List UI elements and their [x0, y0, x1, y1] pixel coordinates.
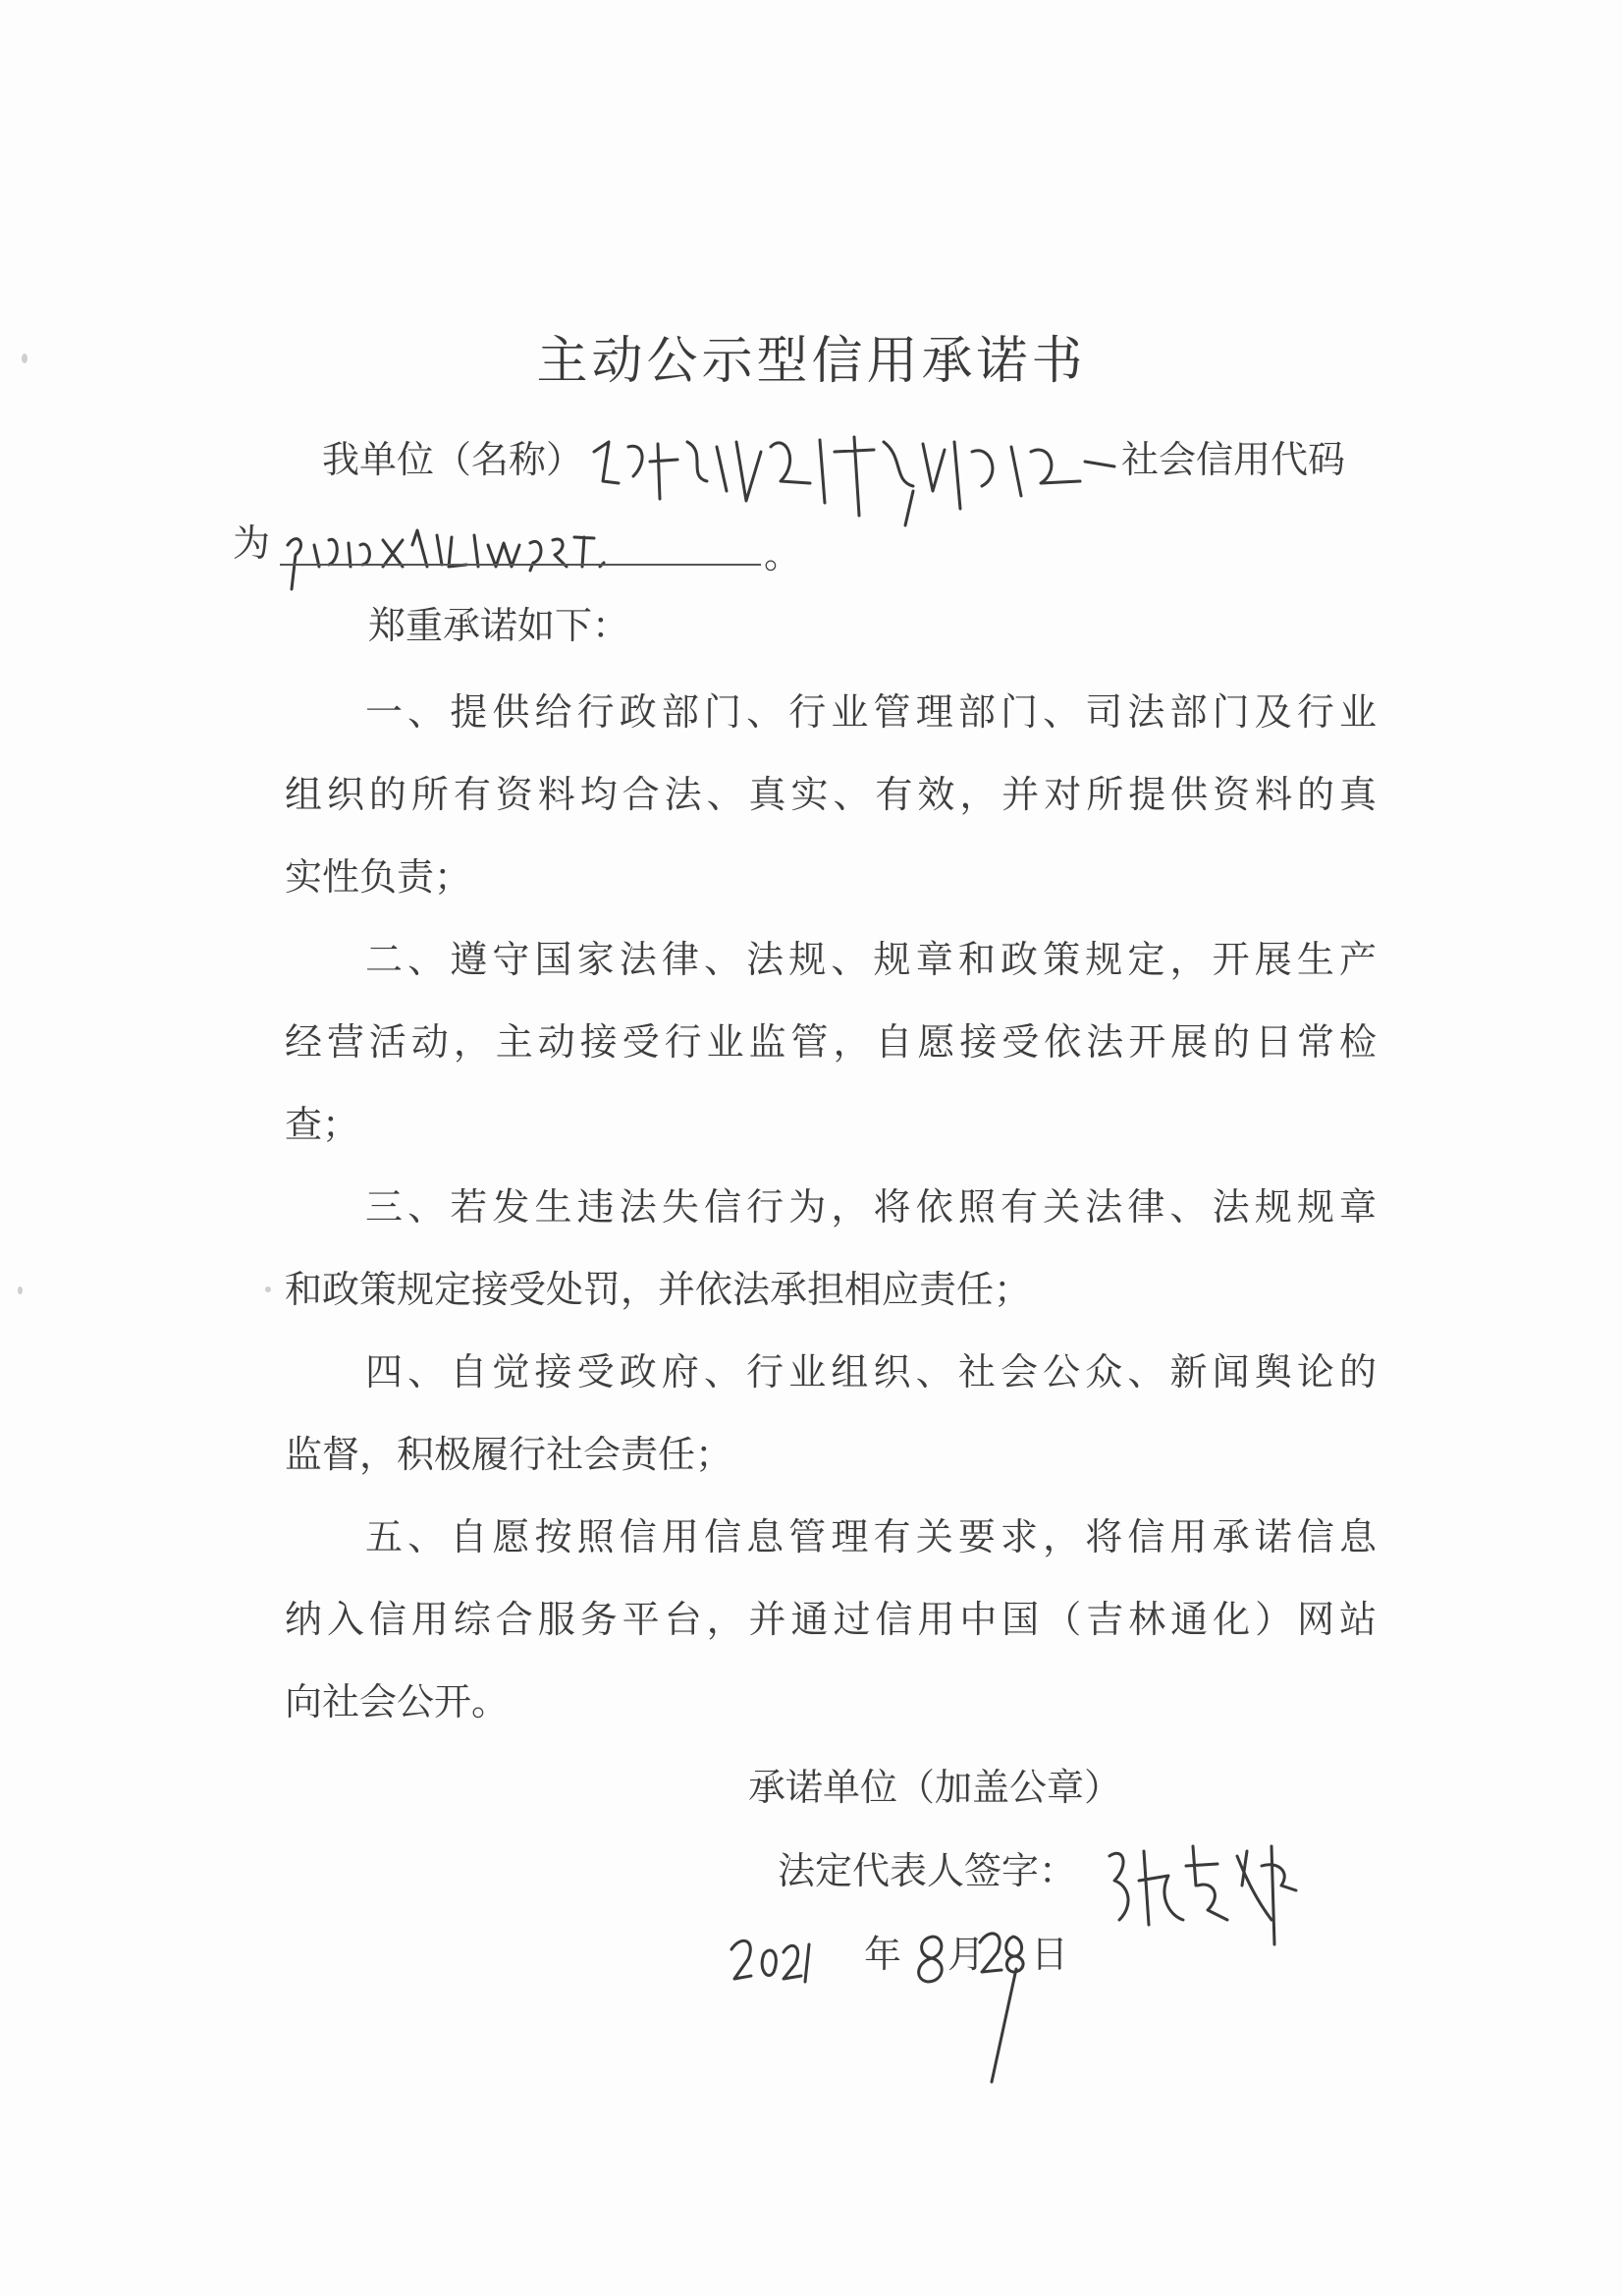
clause-3-line-2: 和政策规定接受处罚，并依法承担相应责任； — [285, 1268, 1032, 1311]
handwritten-unit-name — [589, 422, 1119, 530]
handwritten-year — [727, 1925, 815, 1994]
clause-5-line-3: 向社会公开。 — [285, 1680, 510, 1723]
unit-name-prefix: 我单位（名称） — [322, 438, 584, 481]
handwritten-month — [908, 1925, 952, 1994]
clause-1-line-1: 一、提供给行政部门、行业管理部门、司法部门及行业 — [365, 690, 1377, 734]
legal-representative-signature — [1100, 1827, 1316, 1954]
date-day-label: 日 — [1031, 1933, 1069, 1976]
code-line-suffix: 。 — [764, 533, 802, 576]
commitment-unit-label: 承诺单位（加盖公章） — [748, 1766, 1122, 1809]
date-month-label: 月 — [947, 1933, 986, 1976]
clause-4-line-1: 四、自觉接受政府、行业组织、社会公众、新闻舆论的 — [365, 1350, 1377, 1394]
clause-5-line-1: 五、自愿按照信用信息管理有关要求，将信用承诺信息 — [365, 1515, 1377, 1558]
code-line-prefix: 为 — [233, 521, 271, 565]
clause-3-line-1: 三、若发生违法失信行为，将依照有关法律、法规规章 — [365, 1185, 1377, 1229]
scan-speck — [18, 1286, 23, 1294]
intro-text: 郑重承诺如下： — [368, 604, 630, 647]
date-year-label: 年 — [864, 1933, 902, 1976]
credit-code-label: 社会信用代码 — [1121, 438, 1346, 481]
handwritten-credit-code — [280, 506, 623, 594]
clause-2-line-3: 查； — [285, 1103, 360, 1146]
clause-1-line-2: 组织的所有资料均合法、真实、有效，并对所提供资料的真 — [285, 773, 1377, 816]
clause-4-line-2: 监督，积极履行社会责任； — [285, 1433, 733, 1476]
scan-speck — [265, 1286, 271, 1292]
legal-representative-label: 法定代表人签字： — [778, 1849, 1077, 1892]
clause-5-line-2: 纳入信用综合服务平台，并通过信用中国（吉林通化）网站 — [285, 1598, 1377, 1641]
document-title: 主动公示型信用承诺书 — [536, 332, 1087, 391]
code-underline — [280, 564, 761, 566]
clause-2-line-1: 二、遵守国家法律、法规、规章和政策规定，开展生产 — [365, 938, 1377, 981]
clause-1-line-3: 实性负责； — [285, 855, 472, 899]
clause-2-line-2: 经营活动，主动接受行业监管，自愿接受依法开展的日常检 — [285, 1020, 1377, 1064]
